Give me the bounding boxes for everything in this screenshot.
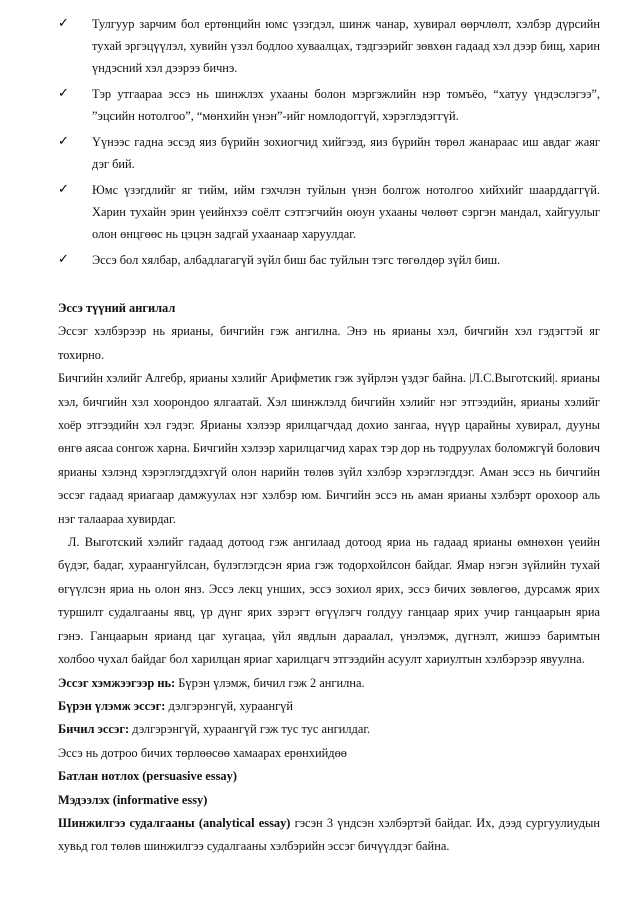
essay-type-analytical xyxy=(58,812,600,859)
label-text: гэсэн 3 үндсэн хэлбэртэй байдаг. Их, дээд сургуулиудын хувьд гол төлөв шинжилгээ судалгааны хэлбэрийн эссэг бичүүлдэг байна. xyxy=(58,815,600,854)
paragraph: Л. Выготский хэлийг гадаад дотоод гэж ангилаад дотоод яриа нь гадаад ярианы өмнөхөн үеийн бүдэг, бадаг, хураангуйлсан, бүлэглэгдсэн яриа гэж тодорхойлсон байдаг. Ямар нэгэн зүйлийн тухай өгүүлсэн яриа нь олон янз. Эссэ лекц унших, эссэ зохиол ярих, эссэ бичих зөвлөгөө, дурсамж ярих туршилт судалгааны явц, үр дүнг ярих зэрэгт өгүүлэгч голдуу ганцаар ярих учир ганцаарын яриа гэнэ. Ганцаарын ярианд цаг хугацаа, үйл явдлын дараалал, үнэлэмж, дүгнэлт, жишээ баримтын холбоо чухал байдаг бол харилцан яриаг харилцагч этгээдийн асуулт хариултын хэлбэрээр явуулна. xyxy=(58,535,600,667)
checklist-item-text: Тэр утгаараа эссэ нь шинжлэх ухааны болон мэргэжлийн нэр томъёо, “хатуу үндэслэгээ”, ”эцсийн нотолгоо”, “мөнхийн үнэн”-ийг номлодоггүй, хэрэглэдэггүй. xyxy=(92,87,600,123)
checklist-item xyxy=(58,179,600,249)
checklist-item-text: Тулгуур зарчим бол ертөнцийн юмс үзэгдэл, шинж чанар, хувирал өөрчлөлт, хэлбэр дүрсийн тухай эргэцүүлэл, хувийн үзэл бодлоо хуваалцах, тэдгээрийг зөвхөн гадаад хэл дээр бищ, харин үндэсний хэл дээрээ бичнэ. xyxy=(92,17,600,75)
paragraph: Эссэг хэлбэрээр нь ярианы, бичгийн гэж ангилна. Энэ нь ярианы хэл, бичгийн хэл гэдэгтэй яг тохирно. xyxy=(58,324,600,362)
section-heading: Эссэ түүний ангилал xyxy=(58,301,176,315)
checklist-item xyxy=(58,249,600,275)
paragraph: Эссэ нь дотроо бичих төрлөөсөө хамаарах ерөнхийдөө xyxy=(58,745,347,760)
essay-type-informative: Мэдээлэх (informative essy) xyxy=(58,792,208,807)
full-essay-types xyxy=(58,695,600,718)
checklist-item xyxy=(58,131,600,179)
label-text: дэлгэрэнгүй, хураангүй гэж тус тус ангилдаг. xyxy=(129,722,371,737)
checklist-item-text: Эссэ бол хялбар, албадлагагүй зүйл биш бас туйлын тэгс төгөлдөр зүйл биш. xyxy=(92,253,501,267)
paragraph: Бичгийн хэлийг Алгебр, ярианы хэлийг Арифметик гэж зүйрлэн үздэг байна. |Л.С.Выготский|. ярианы хэл, бичгийн хэл хоорондоо ялгаатай. Хэл шинжлэлд бичгийн хэлийг нэг этгээдийн, ярианы хэлийг хоёр этгээдийн хэл гэдэг. Ярианы хэлээр ярилцагчдад дохио зангаа, нүүр царайны хувирал, дууны өнгө аясаа сонгож харна. Бичгийн хэлээр харилцагчид харах тэр дор нь тодруулах боломжгүй болович ярианы хэлэнд хэрэглэгддэхгүй олон нарийн төлөв зүйл хэлбэр хэрэглэгддэг. Аман эссэ нь бичгийн эссэг гадаад яриагаар дамжуулах нэг хэлбэр юм. Бичгийн эссэ нь аман ярианы хэлбэрт орохоор аль нэг талаараа хувирдаг. xyxy=(58,371,600,526)
essay-type-persuasive: Батлан нотлох (persuasive essay) xyxy=(58,769,237,784)
label-text: Бүрэн үлэмж, бичил гэж 2 ангилна. xyxy=(175,675,365,690)
checkmark-icon: ✓ xyxy=(58,252,69,267)
checklist-item xyxy=(58,83,600,131)
checklist-item-text: Юмс үзэгдлийг яг тийм, ийм гэхчлэн туйлын үнэн болгож нотолгоо хийхийг шаарддаггүй. Харин тухайн эрин үеийнхээ соёлт сэтгэгчийн оюун ухааны чөлөөт сэргэн мандал, хайгуулыг олон өнцгөөс нь цэцэн задгай ухаанаар харуулдаг. xyxy=(92,183,600,241)
checklist-item xyxy=(58,13,600,83)
checkmark-icon: ✓ xyxy=(58,16,69,31)
bold-label: Эссэг хэмжээгээр нь: xyxy=(58,675,176,690)
checklist xyxy=(58,13,600,275)
essay-section xyxy=(58,297,600,859)
label-text: дэлгэрэнгүй, хураангүй xyxy=(165,698,294,713)
checkmark-icon: ✓ xyxy=(58,86,69,101)
checklist-item-text: Үүнээс гадна эссэд яиз бүрийн зохиогчид хийгээд, яиз бүрийн төрөл жанараас иш авдаг жаяг дэг бий. xyxy=(92,135,600,171)
micro-essay-types xyxy=(58,718,600,741)
bold-label: Бүрэн үлэмж эссэг: xyxy=(58,698,166,713)
checkmark-icon: ✓ xyxy=(58,134,69,149)
checkmark-icon: ✓ xyxy=(58,182,69,197)
bold-label: Бичил эссэг: xyxy=(58,722,130,737)
size-classification xyxy=(58,672,600,695)
bold-label: Шинжилгээ судалгааны (analytical essay) xyxy=(58,815,291,830)
